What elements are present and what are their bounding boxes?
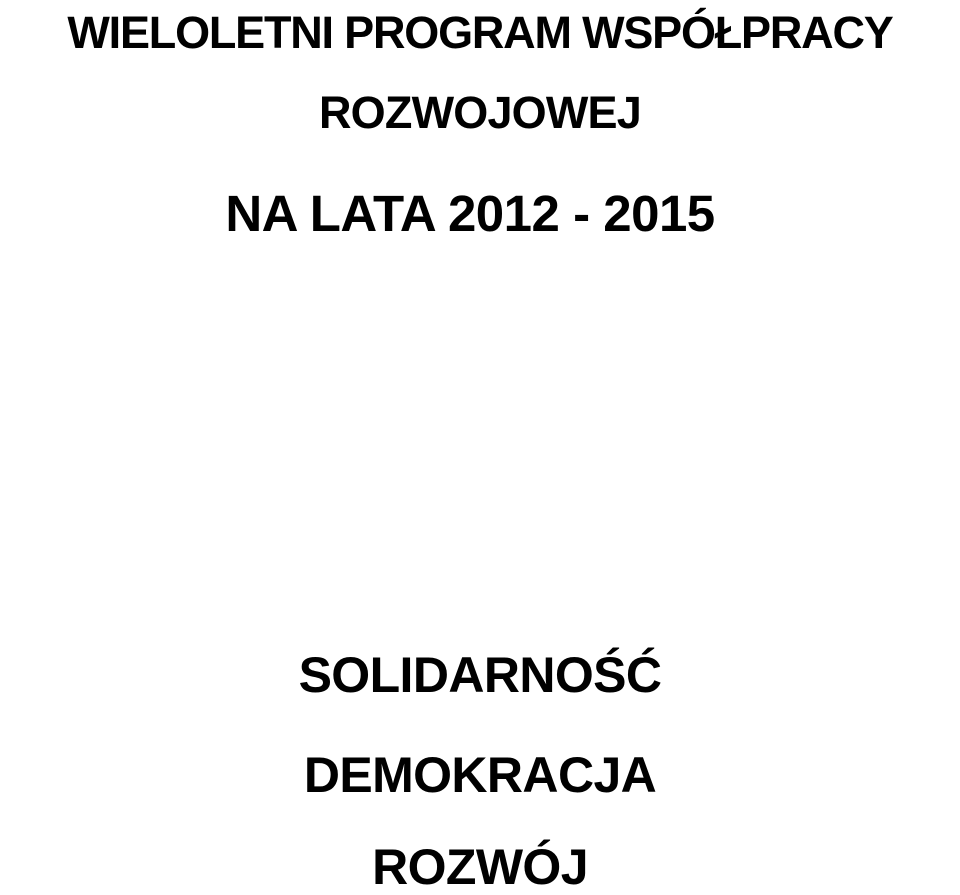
- title-line-1: WIELOLETNI PROGRAM WSPÓŁPRACY: [67, 7, 893, 58]
- motto-democracy: DEMOKRACJA: [303, 747, 657, 803]
- title-line-2: ROZWOJOWEJ: [318, 87, 641, 138]
- motto-development: ROZWÓJ: [372, 839, 588, 895]
- motto-solidarity: SOLIDARNOŚĆ: [298, 647, 662, 703]
- title-line-3: NA LATA 2012 - 2015: [225, 185, 715, 242]
